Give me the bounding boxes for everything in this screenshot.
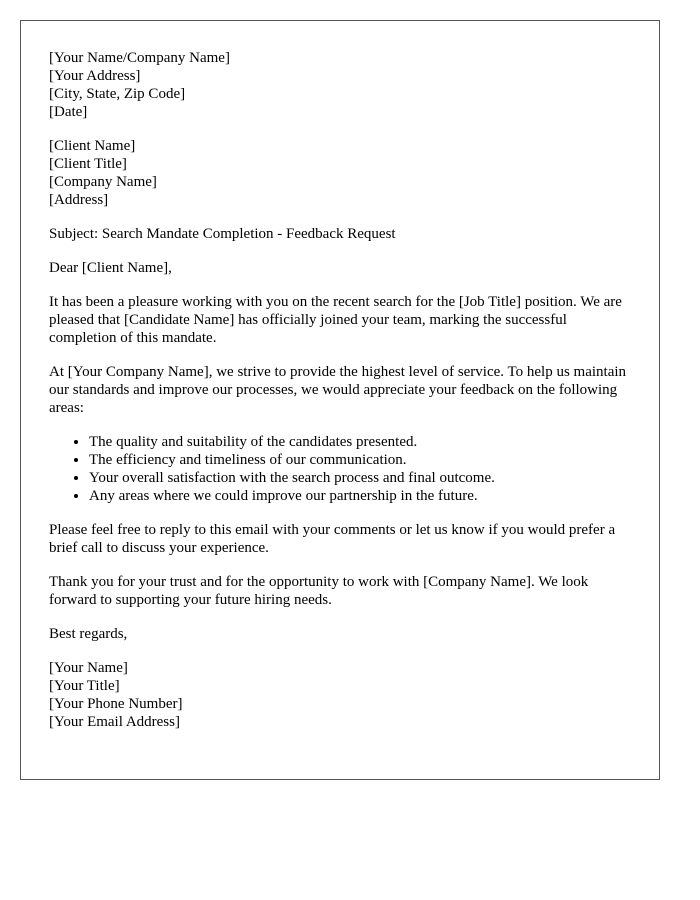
recipient-address: [Address] xyxy=(49,192,109,208)
list-item: • Your overall satisfaction with the search process and final outcome. xyxy=(89,469,631,487)
subject-line: Subject: Search Mandate Completion - Feedback Request xyxy=(49,226,396,242)
greeting: Dear [Client Name], xyxy=(49,260,172,276)
service-paragraph: At [Your Company Name], we strive to provide the highest level of service. To help us maintain our standards and improve our processes, we would appreciate your feedback on the following areas: xyxy=(49,364,627,416)
signoff: Best regards, xyxy=(49,626,128,642)
recipient-block xyxy=(49,137,631,209)
letter xyxy=(20,20,660,780)
signature-phone: [Your Phone Number] xyxy=(49,696,183,712)
sender-city: [City, State, Zip Code] xyxy=(49,86,186,102)
list-item: • Any areas where we could improve our partnership in the future. xyxy=(89,487,631,505)
intro-paragraph: It has been a pleasure working with you on the recent search for the [Job Title] position. We are pleased that [Candidate Name] has officially joined your team, marking the successful completion of this mandate. xyxy=(49,294,622,346)
feedback-list xyxy=(49,433,631,505)
thanks-paragraph: Thank you for your trust and for the opportunity to work with [Company Name]. We look forward to supporting your future hiring needs. xyxy=(49,574,589,608)
sender-name: [Your Name/Company Name] xyxy=(49,50,230,66)
reply-paragraph: Please feel free to reply to this email with your comments or let us know if you would prefer a brief call to discuss your experience. xyxy=(49,522,616,556)
list-item: • The efficiency and timeliness of our communication. xyxy=(89,451,631,469)
sender-address: [Your Address] xyxy=(49,68,141,84)
signature-block xyxy=(49,659,631,731)
signature-email: [Your Email Address] xyxy=(49,714,180,730)
recipient-name: [Client Name] xyxy=(49,138,136,154)
recipient-title: [Client Title] xyxy=(49,156,127,172)
letter-date: [Date] xyxy=(49,104,88,120)
recipient-company: [Company Name] xyxy=(49,174,157,190)
signature-title: [Your Title] xyxy=(49,678,120,694)
signature-name: [Your Name] xyxy=(49,660,128,676)
sender-block xyxy=(49,49,631,121)
list-item: • The quality and suitability of the candidates presented. xyxy=(89,433,631,451)
